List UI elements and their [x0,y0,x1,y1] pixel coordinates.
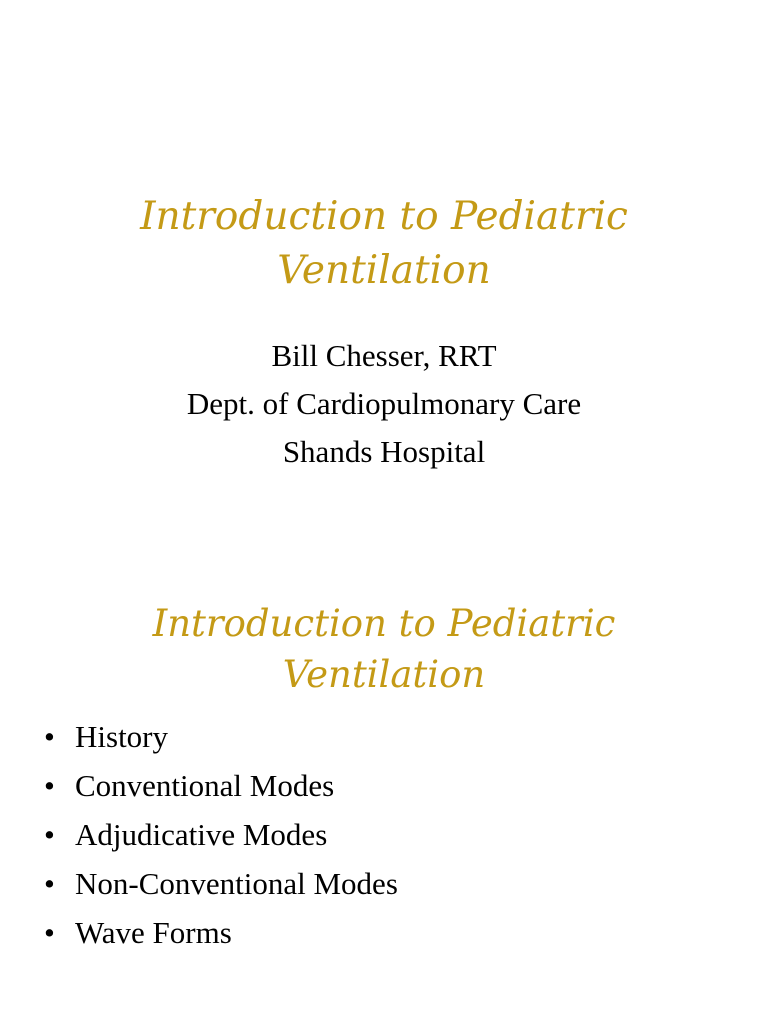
bullet-icon: • [44,817,55,852]
slide-2-title-line-2: Ventilation [282,653,486,696]
list-item [44,761,398,810]
list-item [44,712,398,761]
bullet-text: Wave Forms [75,915,232,950]
slide-1-subtitle [0,332,768,476]
bullet-icon: • [44,915,55,950]
bullet-text: History [75,719,168,754]
list-item [44,908,398,957]
slide-1-title [0,190,768,298]
slide-2-title-line-1: Introduction to Pediatric [152,602,616,645]
bullet-text: Adjudicative Modes [75,817,328,852]
bullet-text: Conventional Modes [75,768,335,803]
slide-2-bullet-list [44,712,398,957]
bullet-icon: • [44,866,55,901]
bullet-icon: • [44,719,55,754]
list-item [44,810,398,859]
slide-2-title [0,598,768,700]
presenter-name: Bill Chesser, RRT [271,338,497,373]
list-item [44,859,398,908]
presenter-department: Dept. of Cardiopulmonary Care [186,386,582,421]
slide-1-title-line-1: Introduction to Pediatric [140,194,628,239]
presenter-institution: Shands Hospital [282,434,486,469]
bullet-icon: • [44,768,55,803]
slide-2 [0,512,768,1024]
slide-1-title-line-2: Ventilation [277,248,491,293]
bullet-text: Non-Conventional Modes [75,866,398,901]
